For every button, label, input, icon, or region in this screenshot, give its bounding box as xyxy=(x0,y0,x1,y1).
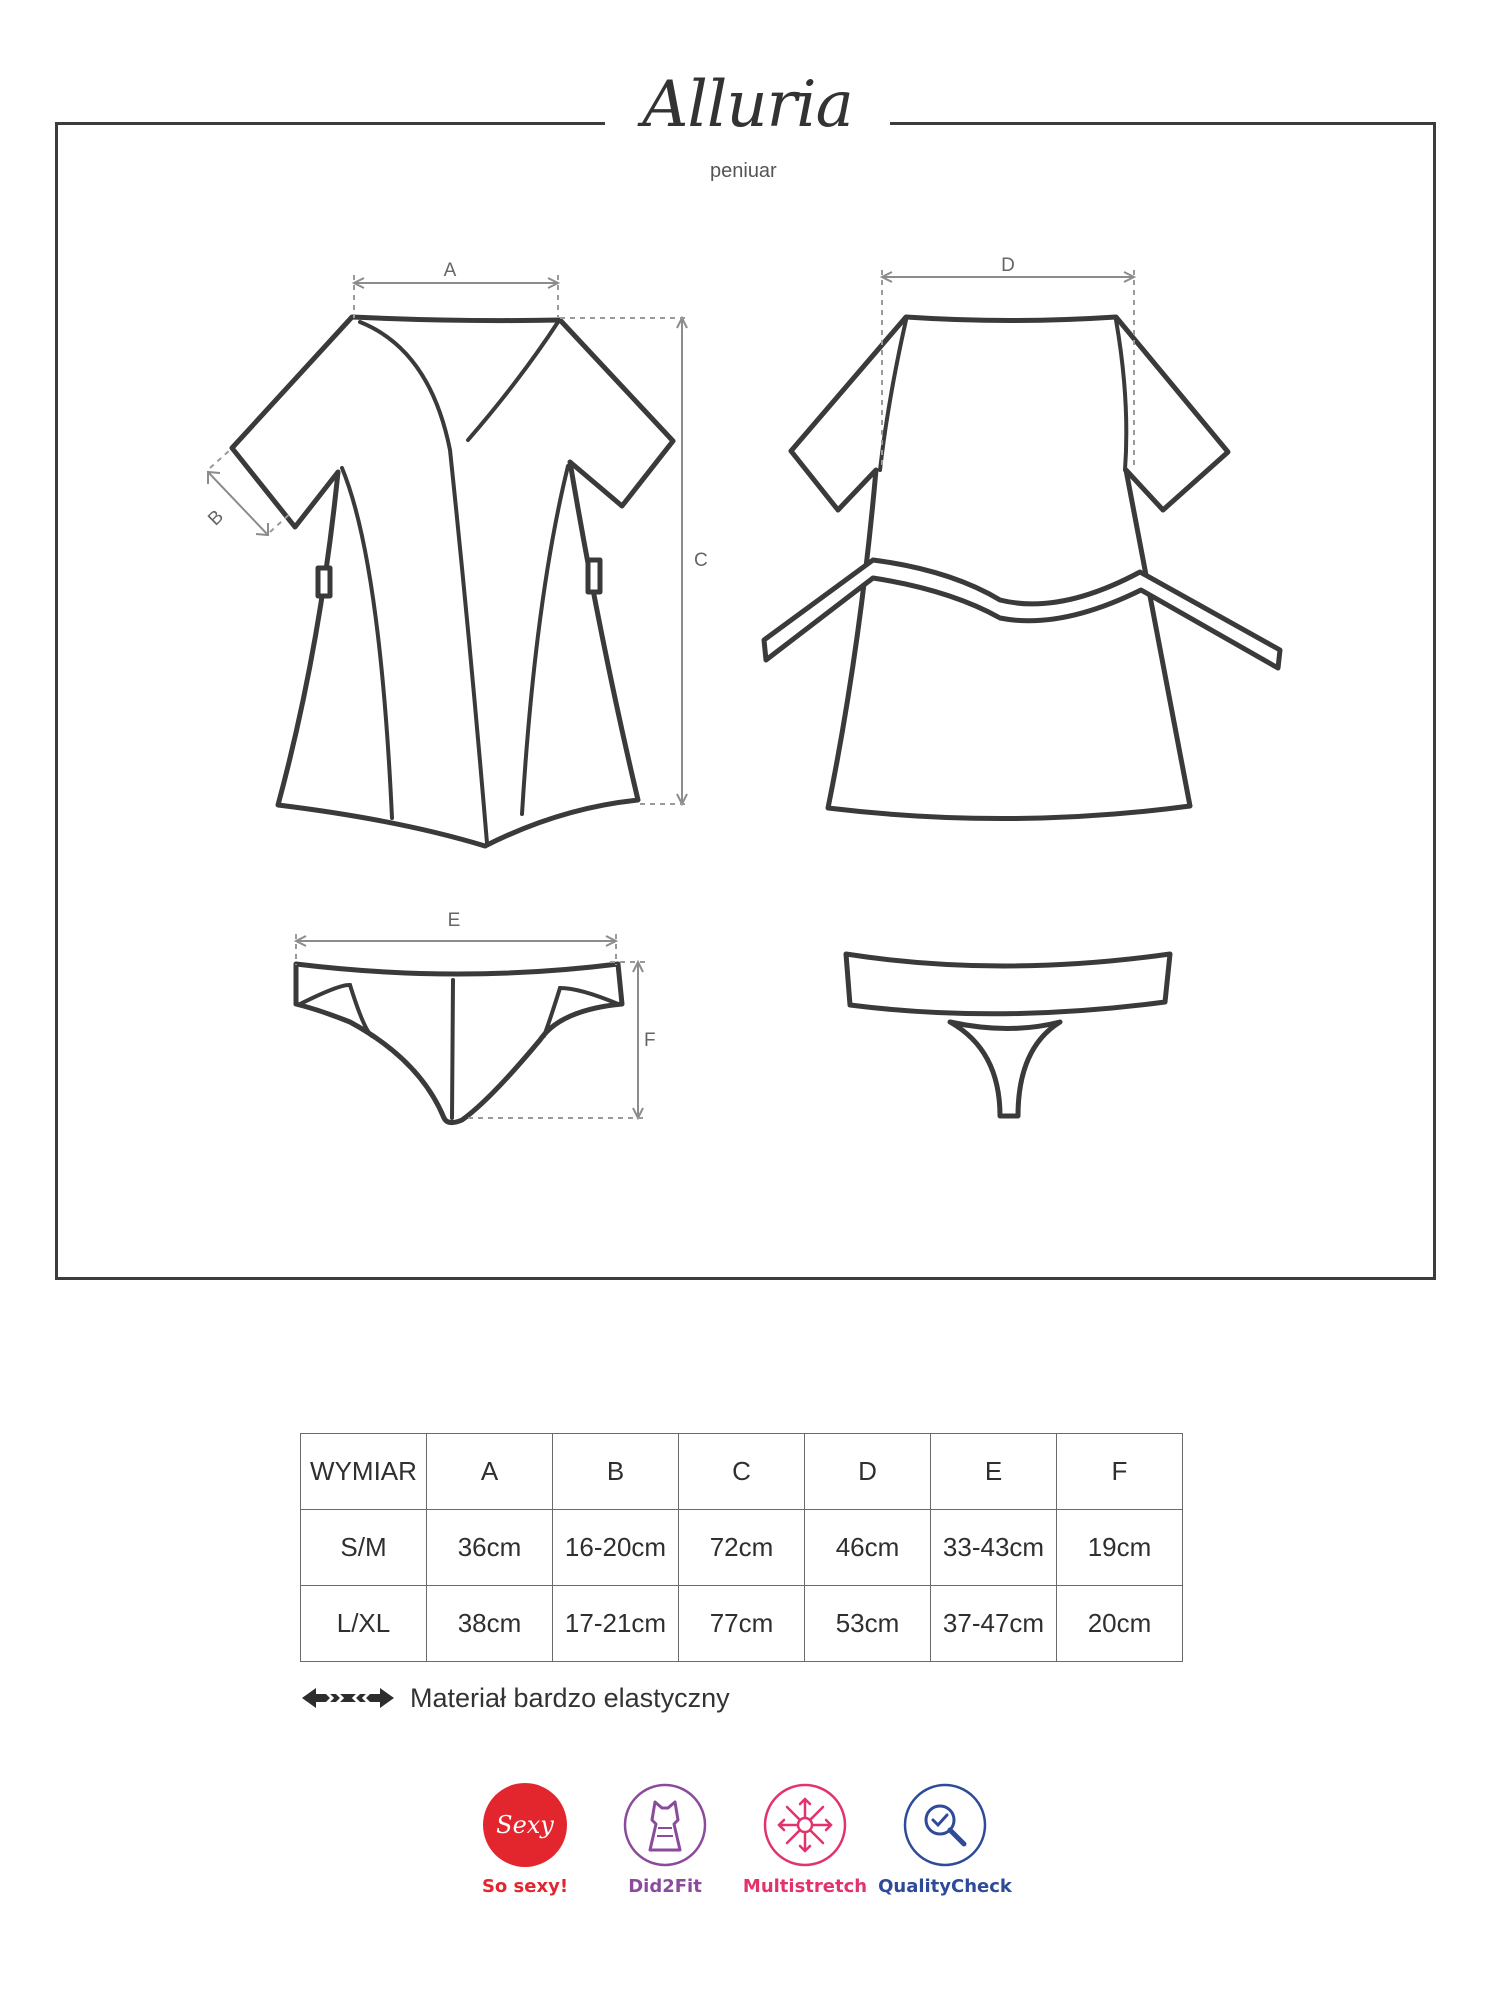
table-cell: 17-21cm xyxy=(553,1586,679,1662)
table-cell: 72cm xyxy=(679,1510,805,1586)
briefs-front-center-seam xyxy=(452,980,453,1118)
sexy-icon-text: Sexy xyxy=(496,1811,554,1839)
dimension-d-label: D xyxy=(1001,255,1015,276)
briefs-front-drawing xyxy=(296,964,622,1123)
badge-so-sexy xyxy=(455,1780,595,1897)
thong-back-drawing xyxy=(846,954,1170,1116)
stretch-arrows-icon xyxy=(300,1685,396,1711)
table-cell: 46cm xyxy=(805,1510,931,1586)
badge-label: Did2Fit xyxy=(628,1876,702,1897)
header-cell: E xyxy=(931,1434,1057,1510)
dimension-b-label: B xyxy=(204,506,229,531)
brand-name: Alluria xyxy=(642,68,853,142)
dress-fit-icon xyxy=(620,1780,710,1870)
robe-front-belt-loop-left xyxy=(318,568,330,596)
table-cell: 53cm xyxy=(805,1586,931,1662)
table-cell: 33-43cm xyxy=(931,1510,1057,1586)
header-cell: F xyxy=(1057,1434,1183,1510)
badge-label: So sexy! xyxy=(481,1876,569,1897)
badge-multistretch xyxy=(735,1780,875,1897)
table-cell: 77cm xyxy=(679,1586,805,1662)
robe-front-outline xyxy=(232,317,673,846)
header-cell: B xyxy=(553,1434,679,1510)
robe-front-drawing xyxy=(232,317,673,846)
dimension-f-label: F xyxy=(644,1030,656,1051)
table-cell: 19cm xyxy=(1057,1510,1183,1586)
table-row xyxy=(301,1586,1183,1662)
badge-label: QualityCheck xyxy=(878,1876,1012,1897)
thong-back-waistband xyxy=(846,954,1170,1014)
dimension-c-label: C xyxy=(694,550,708,571)
table-cell: 16-20cm xyxy=(553,1510,679,1586)
size-cell: S/M xyxy=(301,1510,427,1586)
quality-check-icon xyxy=(900,1780,990,1870)
table-cell: 37-47cm xyxy=(931,1586,1057,1662)
robe-front-belt-loop-right xyxy=(588,560,600,592)
dimension-e xyxy=(296,910,616,965)
dimension-e-label: E xyxy=(447,910,461,931)
badge-quality-check xyxy=(875,1780,1015,1897)
table-row xyxy=(301,1510,1183,1586)
dimension-a-label: A xyxy=(443,260,457,281)
table-cell: 20cm xyxy=(1057,1586,1183,1662)
header-cell: C xyxy=(679,1434,805,1510)
multistretch-icon xyxy=(760,1780,850,1870)
dimension-a xyxy=(354,260,558,318)
size-table-header-row xyxy=(301,1434,1183,1510)
stretch-note-text: Materiał bardzo elastyczny xyxy=(410,1682,730,1713)
header-cell: WYMIAR xyxy=(301,1434,427,1510)
header-cell: A xyxy=(427,1434,553,1510)
badge-did2fit xyxy=(595,1780,735,1897)
robe-back-drawing xyxy=(764,317,1280,819)
header-cell: D xyxy=(805,1434,931,1510)
badge-label: Multistretch xyxy=(742,1876,868,1897)
table-cell: 38cm xyxy=(427,1586,553,1662)
robe-back-outline xyxy=(791,317,1228,819)
thong-back-strap xyxy=(950,1022,1060,1116)
sexy-icon xyxy=(480,1780,570,1870)
stretch-note xyxy=(300,1680,730,1716)
table-cell: 36cm xyxy=(427,1510,553,1586)
brand-subtitle: peniuar xyxy=(710,160,777,182)
size-table xyxy=(300,1433,1183,1662)
size-cell: L/XL xyxy=(301,1586,427,1662)
